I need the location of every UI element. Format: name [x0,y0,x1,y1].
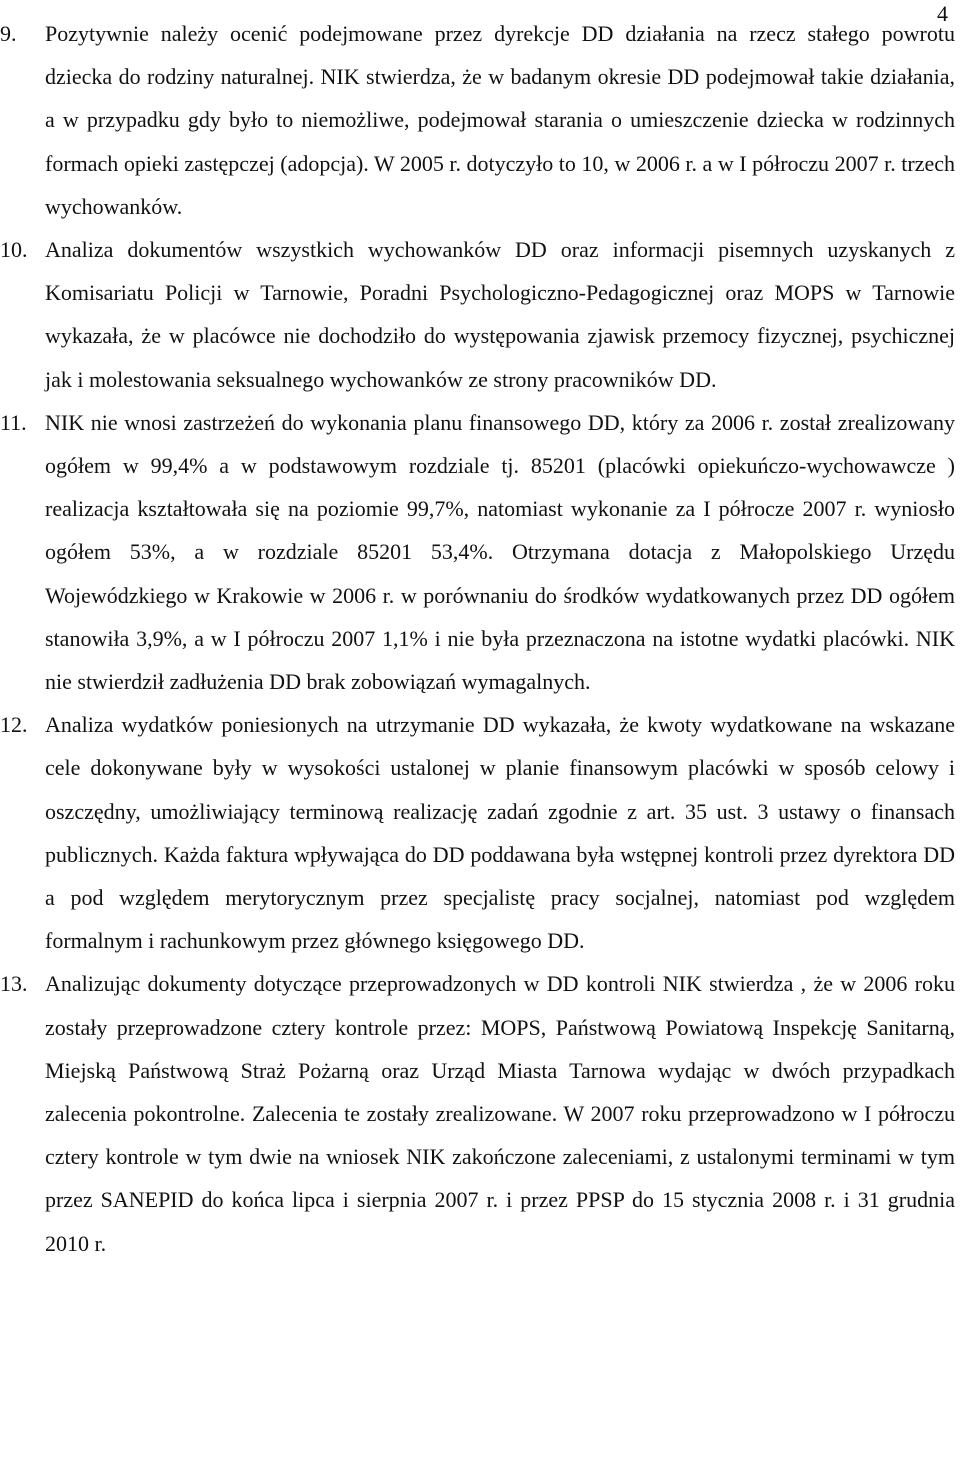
list-item [0,228,955,401]
item-number: 10. [0,237,28,263]
list-item [0,703,955,962]
list-item [0,12,955,228]
item-text: Pozytywnie należy ocenić podejmowane przez dyrekcje DD działania na rzecz stałego powrotu dziecka do rodziny naturalnej. NIK stwierdza, że w badanym okresie DD podejmował takie działania, a w przypadku gdy było to niemożliwe, podejmował starania o umieszczenie dziecka w rodzinnych formach opieki zastępczej (adopcja). W 2005 r. dotyczyło to 10, w 2006 r. a w I półroczu 2007 r. trzech wychowanków. [45,21,955,219]
document-body [0,12,955,1265]
item-number: 12. [0,712,28,738]
item-text: Analizując dokumenty dotyczące przeprowadzonych w DD kontroli NIK stwierdza , że w 2006 roku zostały przeprowadzone cztery kontrole przez: MOPS, Państwową Powiatową Inspekcję Sanitarną, Miejską Państwową Straż Pożarną oraz Urząd Miasta Tarnowa wydając w dwóch przypadkach zalecenia pokontrolne. Zalecenia te zostały zrealizowane. W 2007 roku przeprowadzono w I półroczu cztery kontrole w tym dwie na wniosek NIK zakończone zaleceniami, z ustalonymi terminami w tym przez SANEPID do końca lipca i sierpnia 2007 r. i przez PPSP do 15 stycznia 2008 r. i 31 grudnia 2010 r. [45,971,955,1256]
list-item [0,962,955,1264]
item-text: NIK nie wnosi zastrzeżeń do wykonania planu finansowego DD, który za 2006 r. został zrealizowany ogółem w 99,4% a w podstawowym rozdziale tj. 85201 (placówki opiekuńczo-wychowawcze ) realizacja kształtowała się na poziomie 99,7%, natomiast wykonanie za I półrocze 2007 r. wyniosło ogółem 53%, a w rozdziale 85201 53,4%. Otrzymana dotacja z Małopolskiego Urzędu Wojewódzkiego w Krakowie w 2006 r. w porównaniu do środków wydatkowanych przez DD ogółem stanowiła 3,9%, a w I półroczu 2007 1,1% i nie była przeznaczona na istotne wydatki placówki. NIK nie stwierdził zadłużenia DD brak zobowiązań wymagalnych. [45,409,955,695]
list-item [0,401,955,703]
page-number: 4 [937,1,948,26]
item-number: 11. [0,409,27,435]
item-number: 9. [0,21,17,46]
item-number: 13. [0,971,28,997]
item-text: Analiza dokumentów wszystkich wychowanków DD oraz informacji pisemnych uzyskanych z Komisariatu Policji w Tarnowie, Poradni Psychologiczno-Pedagogicznej oraz MOPS w Tarnowie wykazała, że w placówce nie dochodziło do występowania zjawisk przemocy fizycznej, psychicznej jak i molestowania seksualnego wychowanków ze strony pracowników DD. [45,237,955,392]
item-text: Analiza wydatków poniesionych na utrzymanie DD wykazała, że kwoty wydatkowane na wskazane cele dokonywane były w wysokości ustalonej w planie finansowym placówki w sposób celowy i oszczędny, umożliwiający terminową realizację zadań zgodnie z art. 35 ust. 3 ustawy o finansach publicznych. Każda faktura wpływająca do DD poddawana była wstępnej kontroli przez dyrektora DD a pod względem merytorycznym przez specjalistę pracy socjalnej, natomiast pod względem formalnym i rachunkowym przez głównego księgowego DD. [45,712,955,954]
